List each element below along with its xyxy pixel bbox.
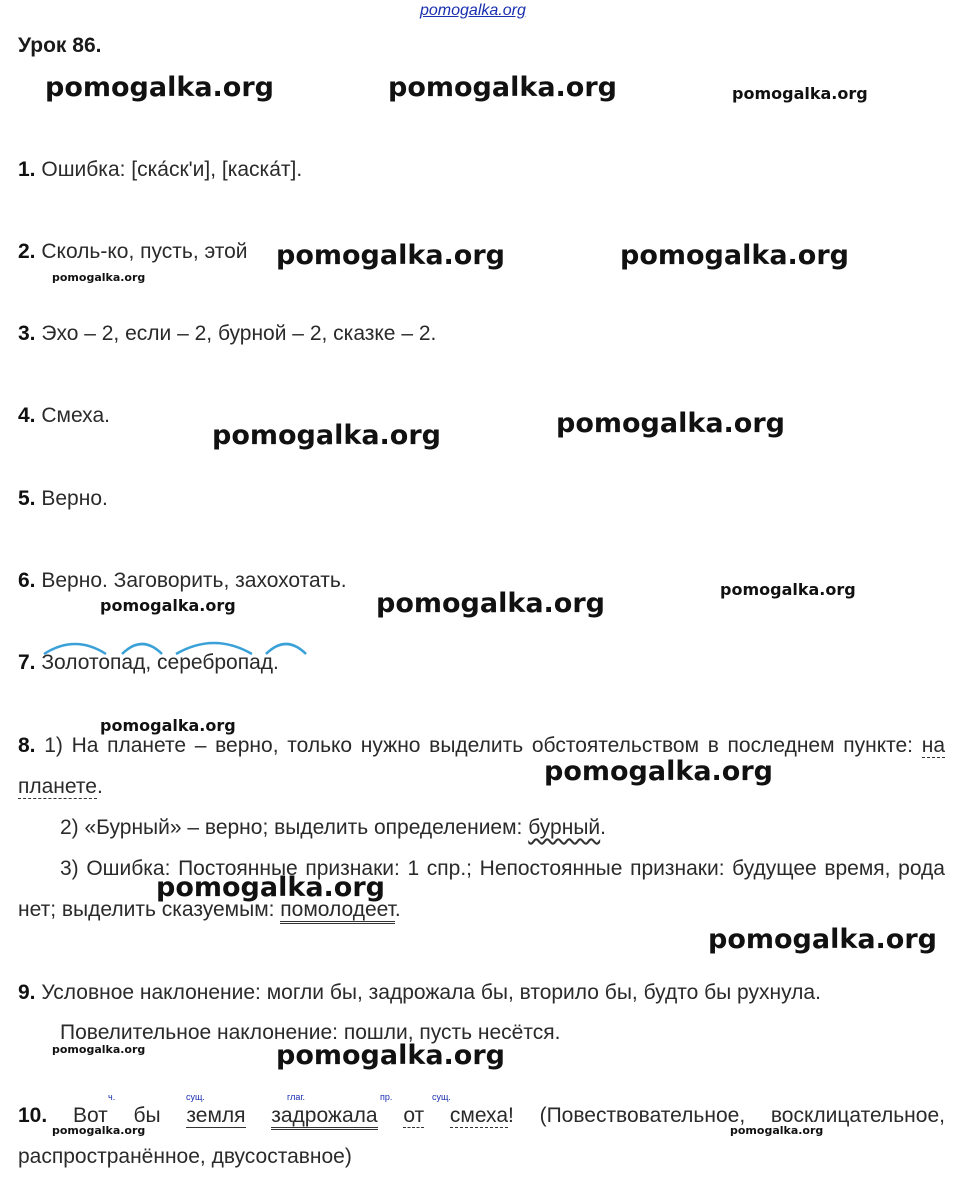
- end-mark: .: [394, 898, 401, 921]
- answer-8-part-1: [18, 725, 945, 807]
- answer-9: [18, 981, 821, 1005]
- word-zadrozhala: задрожала: [271, 1104, 377, 1130]
- answer-1: [18, 158, 302, 182]
- end-mark: .: [600, 816, 606, 839]
- word-zemlya: земля: [186, 1104, 246, 1127]
- page-title: Урок 86.: [18, 34, 102, 57]
- item-number: 8.: [18, 734, 36, 757]
- answer-text: Ошибка: [ска́ск'и], [каска́т].: [41, 158, 303, 181]
- answer-text: Повелительное наклонение: пошли, пусть несётся.: [60, 1021, 561, 1044]
- answer-text: ! (Повествовательное, восклицательное,: [508, 1104, 945, 1127]
- underlined-predicate: помолодеет: [280, 898, 395, 924]
- item-number: 6.: [18, 569, 36, 592]
- answer-text: 3) Ошибка: Постоянные признаки: 1 спр.; Непостоянные признаки: будущее время, рода нет; выделить сказуемым:: [18, 857, 945, 921]
- item-number: 10.: [18, 1104, 48, 1127]
- watermark: pomogalka.org: [45, 72, 274, 103]
- answer-2: [18, 240, 248, 264]
- answer-6: [18, 569, 347, 593]
- end-mark: .: [273, 651, 279, 674]
- watermark: pomogalka.org: [100, 716, 236, 735]
- watermark: pomogalka.org: [732, 84, 868, 103]
- watermark: pomogalka.org: [708, 924, 937, 955]
- pos-tag: глаг.: [287, 1092, 306, 1102]
- watermark: pomogalka.org: [52, 1043, 146, 1056]
- underlined-adverbial: на планете: [18, 734, 945, 798]
- answer-3: [18, 322, 436, 346]
- answer-text: распространённое, двусоставное): [18, 1145, 352, 1168]
- watermark: pomogalka.org: [556, 408, 785, 439]
- watermark: pomogalka.org: [52, 271, 146, 284]
- word-zolotopad: Золотопад: [41, 651, 146, 674]
- word-smekha: смеха: [449, 1104, 509, 1127]
- answer-text: Условное наклонение: могли бы, задрожала бы, вторило бы, будто бы рухнула.: [41, 981, 821, 1004]
- underlined-attribute: бурный: [528, 816, 601, 839]
- end-mark: .: [96, 775, 103, 798]
- watermark: pomogalka.org: [388, 72, 617, 103]
- item-number: 2.: [18, 240, 36, 263]
- answer-text: Сколь-ко, пусть, этой: [41, 240, 248, 263]
- watermark: pomogalka.org: [100, 596, 236, 615]
- item-number: 5.: [18, 487, 36, 510]
- item-number: 9.: [18, 981, 36, 1004]
- word-vot-by: Вот бы: [72, 1104, 161, 1127]
- answer-7: [18, 651, 279, 675]
- item-number: 7.: [18, 651, 36, 674]
- word-serebropad: серебропад: [157, 651, 274, 674]
- answer-text: Верно.: [41, 487, 108, 510]
- item-number: 3.: [18, 322, 36, 345]
- pos-tag: ч.: [108, 1092, 116, 1102]
- pos-tag: сущ.: [432, 1092, 451, 1102]
- answer-text: 1) На планете – верно, только нужно выделить обстоятельством в последнем пункте:: [44, 734, 922, 757]
- pos-tag: пр.: [380, 1092, 393, 1102]
- answer-5: [18, 487, 108, 511]
- watermark: pomogalka.org: [620, 240, 849, 271]
- item-number: 1.: [18, 158, 36, 181]
- answer-text: Смеха.: [41, 404, 110, 427]
- watermark: pomogalka.org: [212, 420, 441, 451]
- item-number: 4.: [18, 404, 36, 427]
- answer-4: [18, 404, 110, 428]
- answer-text: Эхо – 2, если – 2, бурной – 2, сказке – 2.: [41, 322, 437, 345]
- answer-8-part-2: [60, 816, 606, 840]
- pos-tag: сущ.: [186, 1092, 205, 1102]
- separator: ,: [145, 651, 158, 674]
- watermark: pomogalka.org: [544, 756, 773, 787]
- watermark: pomogalka.org: [156, 872, 385, 903]
- watermark: pomogalka.org: [730, 1124, 824, 1137]
- watermark: pomogalka.org: [276, 1040, 505, 1071]
- watermark: pomogalka.org: [720, 580, 856, 599]
- watermark: pomogalka.org: [52, 1124, 146, 1137]
- word-ot: от: [403, 1104, 425, 1127]
- watermark: pomogalka.org: [276, 240, 505, 271]
- answer-text: Верно. Заговорить, захохотать.: [41, 569, 347, 592]
- answer-text: 2) «Бурный» – верно; выделить определением:: [60, 816, 529, 839]
- site-link[interactable]: pomogalka.org: [420, 2, 526, 19]
- watermark: pomogalka.org: [376, 588, 605, 619]
